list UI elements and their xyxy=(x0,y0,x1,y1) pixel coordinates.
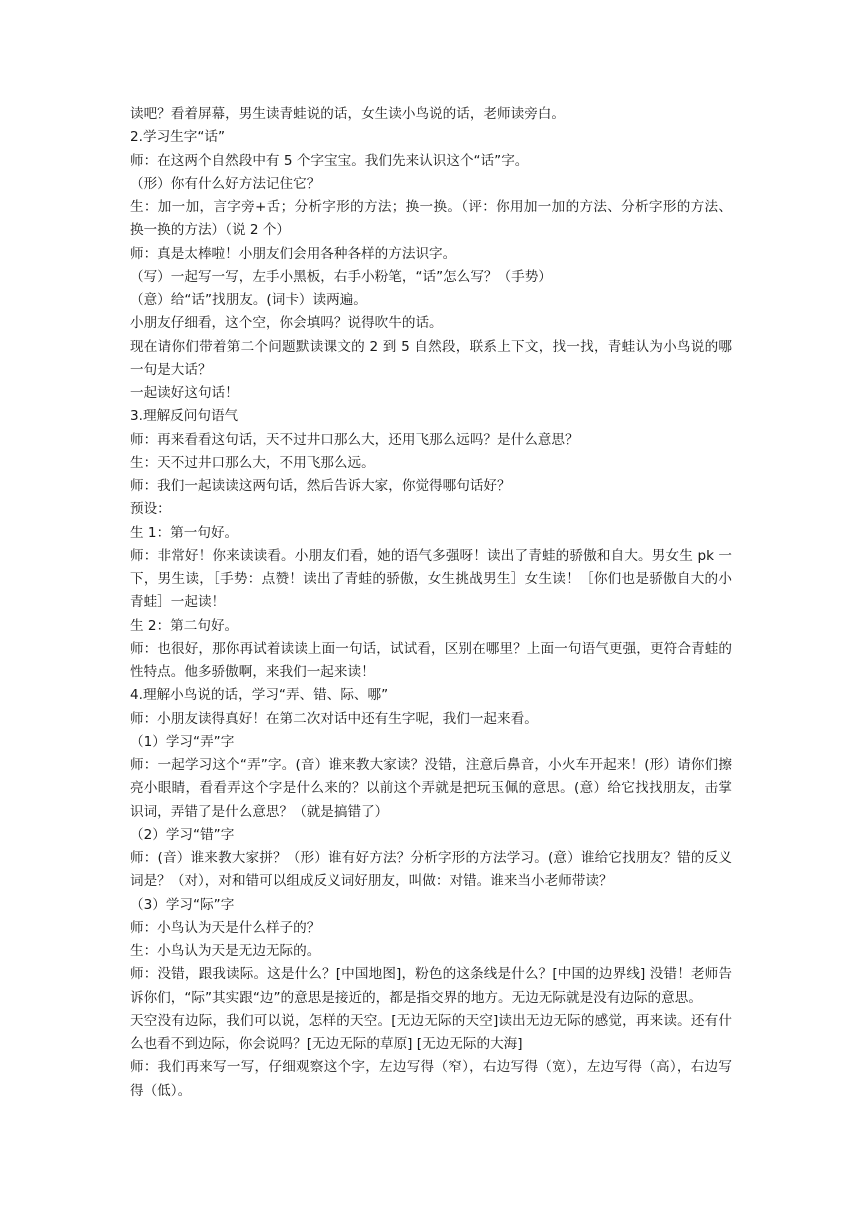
paragraph: 师：我们再来写一写，仔细观察这个字，左边写得（窄），右边写得（宽），左边写得（高），右边写得（低）。 xyxy=(130,1059,732,1099)
paragraph: 生：小鸟认为天是无边无际的。 xyxy=(130,943,321,959)
paragraph: 师：再来看看这句话，天不过井口那么大，还用飞那么远吗？是什么意思？ xyxy=(130,431,579,448)
paragraph: （写）一起写一写，左手小黑板，右手小粉笔，“话”怎么写？（手势） xyxy=(130,268,552,285)
section-heading: 4.理解小鸟说的话，学习“弄、错、际、哪” xyxy=(130,687,389,704)
paragraph: 小朋友仔细看，这个空，你会填吗？说得吹牛的话。 xyxy=(130,315,443,332)
section-heading: 3.理解反问句语气 xyxy=(130,408,239,425)
paragraph: 读吧？看着屏幕，男生读青蛙说的话，女生读小鸟说的话，老师读旁白。 xyxy=(130,106,565,122)
paragraph: 师：小鸟认为天是什么样子的？ xyxy=(130,919,321,936)
paragraph: 天空没有边际，我们可以说，怎样的天空。[无边无际的天空]读出无边无际的感觉，再来读。还有什么也看不到边际，你会说吗？[无边无际的草原] [无边无际的大海] xyxy=(130,1012,732,1052)
paragraph: 师：非常好！你来读读看。小朋友们看，她的语气多强呀！读出了青蛙的骄傲和自大。男女生 pk 一下，男生读，［手势：点赞！读出了青蛙的骄傲，女生挑战男生］女生读！［你们也是骄傲自大的小青蛙］一起读！ xyxy=(130,547,732,611)
paragraph: 师：我们一起读读这两句话，然后告诉大家，你觉得哪句话好？ xyxy=(130,478,511,494)
paragraph: 师：没错，跟我读际。这是什么？[中国地图]，粉色的这条线是什么？[中国的边界线] 没错！老师告诉你们，“际”其实跟“边”的意思是接近的，都是指交界的地方。无边无际就是没有边际的意思。 xyxy=(130,966,732,1006)
paragraph: 师：一起学习这个“弄”字。(音）谁来教大家读？没错，注意后鼻音，小火车开起来！(形）请你们擦亮小眼睛，看看弄这个字是什么来的？以前这个弄就是把玩玉佩的意思。(意）给它找找朋友，击掌识词，弄错了是什么意思？（就是搞错了） xyxy=(130,757,732,820)
paragraph: 师：真是太棒啦！小朋友们会用各种各样的方法识字。 xyxy=(130,245,457,262)
subsection-heading: （2）学习“错”字 xyxy=(130,826,235,843)
subsection-heading: （3）学习“际”字 xyxy=(130,896,235,913)
paragraph: 生：加一加，言字旁+舌；分析字形的方法；换一换。（评：你用加一加的方法、分析字形的方法、换一换的方法）（说 2 个） xyxy=(130,199,732,239)
paragraph: 生 1：第一句好。 xyxy=(130,524,239,541)
paragraph: 生：天不过井口那么大，不用飞那么远。 xyxy=(130,454,375,471)
document-body xyxy=(130,103,732,1103)
paragraph: 师：在这两个自然段中有 5 个字宝宝。我们先来认识这个“话”字。 xyxy=(130,152,529,169)
paragraph: 师：也很好，那你再试着读读上面一句话，试试看，区别在哪里？上面一句语气更强，更符合青蛙的性特点。他多骄傲啊，来我们一起来读！ xyxy=(130,640,732,680)
paragraph: 预设： xyxy=(130,501,171,518)
paragraph: 现在请你们带着第二个问题默读课文的 2 到 5 自然段，联系上下文，找一找，青蛙认为小鸟说的哪一句是大话？ xyxy=(130,338,732,378)
paragraph: （意）给“话”找朋友。(词卡）读两遍。 xyxy=(130,292,367,308)
paragraph: 师：(音）谁来教大家拼？（形）谁有好方法？分析字形的方法学习。(意）谁给它找朋友？错的反义词是？（对），对和错可以组成反义词好朋友，叫做：对错。谁来当小老师带读？ xyxy=(130,850,732,890)
paragraph: 一起读好这句话！ xyxy=(130,385,239,401)
subsection-heading: （1）学习“弄”字 xyxy=(130,733,235,750)
section-heading: 2.学习生字“话” xyxy=(130,129,226,146)
paragraph: 生 2：第二句好。 xyxy=(130,617,239,634)
paragraph: 师：小朋友读得真好！在第二次对话中还有生字呢，我们一起来看。 xyxy=(130,710,538,727)
paragraph: （形）你有什么好方法记住它？ xyxy=(130,175,321,192)
